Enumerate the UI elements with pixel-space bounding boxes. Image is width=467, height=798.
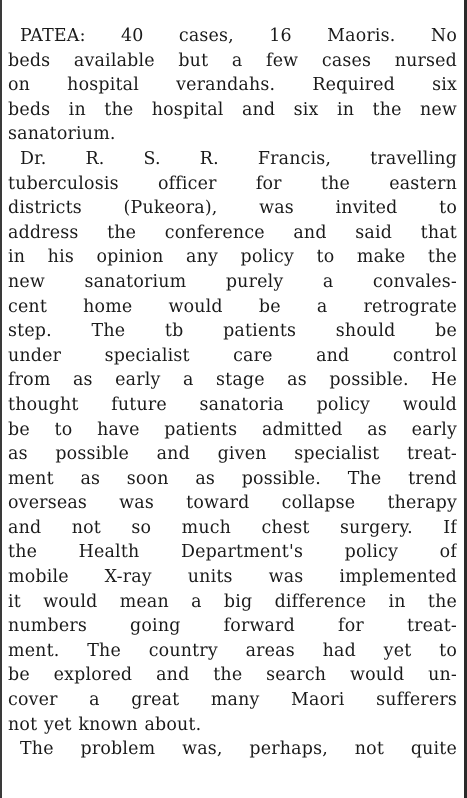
text-line: thought future sanatoria policy would bbox=[8, 394, 457, 415]
text-line: in his opinion any policy to make the bbox=[8, 247, 457, 268]
text-line: new sanatorium purely a convales- bbox=[8, 271, 457, 292]
text-line: overseas was toward collapse therapy bbox=[8, 493, 457, 514]
text-line: PATEA: 40 cases, 16 Maoris. No bbox=[20, 26, 457, 46]
text-line: districts (Pukeora), was invited to bbox=[8, 198, 457, 219]
paragraph-problem bbox=[8, 737, 457, 762]
paragraph-patea bbox=[8, 24, 457, 147]
newspaper-column bbox=[8, 24, 457, 762]
text-line: and not so much chest surgery. If bbox=[8, 517, 457, 538]
text-line: beds available but a few cases nursed bbox=[8, 50, 457, 71]
text-line: cent home would be a retrograte bbox=[8, 296, 457, 317]
text-line: cover a great many Maori sufferers bbox=[8, 690, 457, 711]
text-line: mobile X-ray units was implemented bbox=[8, 567, 457, 588]
text-line: be to have patients admitted as early bbox=[8, 419, 457, 440]
text-line: address the conference and said that bbox=[8, 222, 457, 243]
text-line: numbers going forward for treat- bbox=[8, 616, 457, 637]
text-line: sanatorium. bbox=[8, 124, 116, 145]
text-line: the Health Department's policy of bbox=[8, 542, 457, 563]
text-line: on hospital verandahs. Required six bbox=[8, 75, 457, 96]
paragraph-francis bbox=[8, 147, 457, 737]
text-line: under specialist care and control bbox=[8, 345, 457, 366]
text-line: The problem was, perhaps, not quite bbox=[20, 739, 457, 760]
text-line: ment as soon as possible. The trend bbox=[8, 468, 457, 489]
text-line: step. The tb patients should be bbox=[8, 321, 457, 342]
text-line: be explored and the search would un- bbox=[8, 665, 457, 686]
text-line: it would mean a big difference in the bbox=[8, 591, 457, 612]
text-line: Dr. R. S. R. Francis, travelling bbox=[20, 148, 457, 169]
text-line: from as early a stage as possible. He bbox=[8, 370, 457, 391]
text-line: not yet known about. bbox=[8, 714, 202, 735]
text-line: beds in the hospital and six in the new bbox=[8, 99, 457, 120]
column-rule-left bbox=[0, 0, 2, 798]
text-line: as possible and given specialist treat- bbox=[8, 444, 457, 465]
text-line: ment. The country areas had yet to bbox=[8, 640, 457, 661]
text-line: tuberculosis officer for the eastern bbox=[8, 173, 457, 194]
